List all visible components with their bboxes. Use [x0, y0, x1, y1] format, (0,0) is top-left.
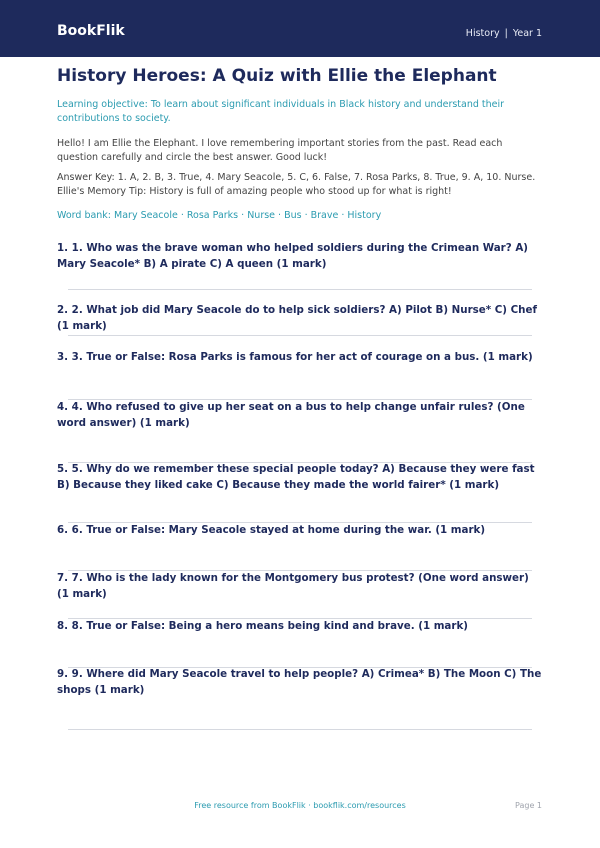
question-6: 6. 6. True or False: Mary Seacole stayed at home during the war. (1 mark): [57, 524, 486, 536]
page-title: History Heroes: A Quiz with Ellie the Elephant: [57, 66, 497, 86]
answer-line-1[interactable]: [68, 289, 532, 290]
question-9: 9. 9. Where did Mary Seacole travel to help people? A) Crimea* B) The Moon C) The shops (1 mark): [57, 668, 542, 696]
header-bar: [0, 0, 600, 57]
answer-line-9[interactable]: [68, 729, 532, 730]
answer-key: Answer Key: 1. A, 2. B, 3. True, 4. Mary Seacole, 5. C, 6. False, 7. Rosa Parks, 8. True, 9. A, 10. Nurse. Ellie's Memory Tip: History is full of amazing people who stood up for what is right!: [57, 172, 536, 197]
intro-text: Hello! I am Ellie the Elephant. I love remembering important stories from the past. Read each question carefully and circle the best answer. Good luck!: [57, 138, 503, 163]
page-number: Page 1: [515, 801, 542, 810]
breadcrumb: [466, 28, 542, 39]
breadcrumb-subject: History: [465, 28, 500, 39]
question-4: 4. 4. Who refused to give up her seat on a bus to help change unfair rules? (One word answer) (1 mark): [57, 401, 525, 429]
question-5: 5. 5. Why do we remember these special people today? A) Because they were fast B) Because they liked cake C) Because they made the world fairer* (1 mark): [57, 463, 535, 491]
brand-logo-text[interactable]: BookFlik: [57, 23, 125, 39]
breadcrumb-year: Year 1: [512, 28, 542, 39]
answer-line-2[interactable]: [68, 335, 532, 336]
question-3: 3. 3. True or False: Rosa Parks is famous for her act of courage on a bus. (1 mark): [57, 351, 533, 363]
learning-objective: Learning objective: To learn about significant individuals in Black history and understand their contributions to society.: [57, 99, 505, 124]
footer-credit[interactable]: Free resource from BookFlik · bookflik.com/resources: [194, 801, 406, 810]
question-7: 7. 7. Who is the lady known for the Montgomery bus protest? (One word answer) (1 mark): [57, 572, 529, 600]
question-2: 2. 2. What job did Mary Seacole do to help sick soldiers? A) Pilot B) Nurse* C) Chef (1 mark): [57, 304, 537, 332]
question-8: 8. 8. True or False: Being a hero means being kind and brave. (1 mark): [57, 620, 469, 632]
word-bank: Word bank: Mary Seacole · Rosa Parks · Nurse · Bus · Brave · History: [57, 210, 382, 221]
breadcrumb-separator: |: [504, 28, 508, 39]
question-1: 1. 1. Who was the brave woman who helped soldiers during the Crimean War? A) Mary Seacole* B) A pirate C) A queen (1 mark): [57, 242, 528, 270]
